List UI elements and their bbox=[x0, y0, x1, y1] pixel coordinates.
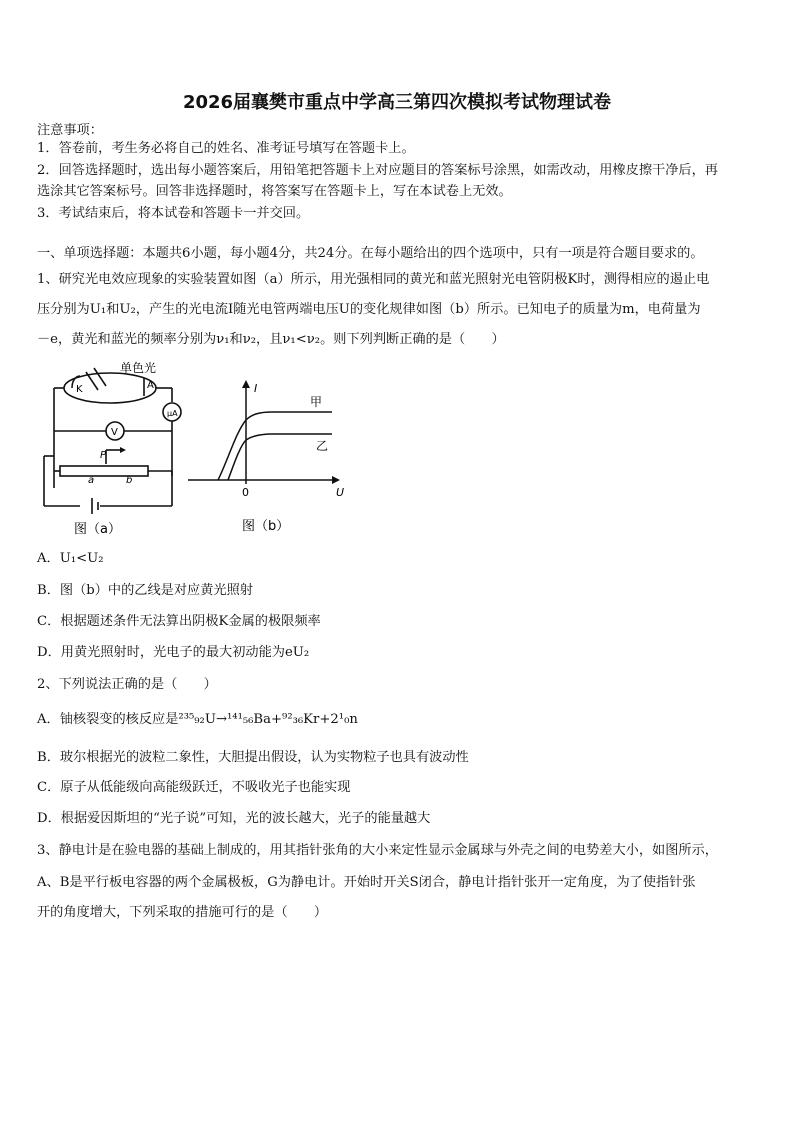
notes-heading: 注意事项： bbox=[37, 123, 103, 138]
q1-option-b: B．图（b）中的乙线是对应黄光照射 bbox=[37, 583, 253, 598]
figure-a-circuit bbox=[40, 358, 190, 538]
page-title: 2026届襄樊市重点中学高三第四次模拟考试物理试卷 bbox=[182, 92, 612, 113]
fig-a-pb-label: b bbox=[126, 475, 133, 486]
q2-stem: 2、下列说法正确的是（ ） bbox=[37, 677, 217, 692]
q2-option-d: D．根据爱因斯坦的“光子说”可知，光的波长越大，光子的能量越大 bbox=[37, 811, 431, 826]
voltmeter-symbol: V bbox=[111, 427, 118, 438]
notes-item-3: 3．考试结束后，将本试卷和答题卡一并交回。 bbox=[37, 206, 310, 221]
fig-a-k-label: K bbox=[76, 384, 83, 395]
q2-option-c: C．原子从低能级向高能级跃迁，不吸收光子也能实现 bbox=[37, 780, 351, 795]
q1-option-a: A．U₁<U₂ bbox=[37, 551, 104, 566]
curve-jia bbox=[218, 412, 332, 480]
q2-option-a-equation: ²³⁵₉₂U→¹⁴¹₅₆Ba+⁹²₃₆Kr+2¹₀n bbox=[178, 712, 358, 727]
q2-option-a-text: A．铀核裂变的核反应是 bbox=[37, 712, 179, 727]
fig-a-caption: 图（a） bbox=[74, 522, 121, 537]
q2-option-b: B．玻尔根据光的波粒二象性，大胆提出假设，认为实物粒子也具有波动性 bbox=[37, 750, 469, 765]
figure-b-iu-graph bbox=[182, 380, 352, 538]
fig-b-caption: 图（b） bbox=[242, 519, 290, 534]
notes-item-1: 1．答卷前，考生务必将自己的姓名、准考证号填写在答题卡上。 bbox=[37, 141, 415, 156]
q3-stem-line1: 3、静电计是在验电器的基础上制成的，用其指针张角的大小来定性显示金属球与外壳之间的电势差大小，如图所示， bbox=[37, 843, 718, 858]
q1-option-c: C．根据题述条件无法算出阴极K金属的极限频率 bbox=[37, 614, 321, 629]
notes-item-2-cont: 选涂其它答案标号。回答非选择题时，将答案写在答题卡上，写在本试卷上无效。 bbox=[37, 184, 512, 199]
q1-stem-line2: 压分别为U₁和U₂，产生的光电流I随光电管两端电压U的变化规律如图（b）所示。已知电子的质量为m，电荷量为 bbox=[37, 302, 701, 317]
fig-b-i-label: I bbox=[254, 382, 258, 395]
q3-stem-line2: A、B是平行板电容器的两个金属极板，G为静电计。开始时开关S闭合，静电计指针张开一定角度，为了使指针张 bbox=[37, 875, 696, 890]
q1-stem-line1: 1、研究光电效应现象的实验装置如图（a）所示，用光强相同的黄光和蓝光照射光电管阴极K时，测得相应的遏止电 bbox=[37, 272, 710, 287]
notes-item-2: 2．回答选择题时，选出每小题答案后，用铅笔把答题卡上对应题目的答案标号涂黑，如需改动，用橡皮擦干净后，再 bbox=[37, 163, 718, 178]
fig-b-u-label: U bbox=[336, 486, 345, 499]
fig-b-yi-label: 乙 bbox=[316, 439, 329, 453]
q2-option-a bbox=[37, 710, 358, 730]
microammeter-symbol: μA bbox=[167, 409, 178, 418]
fig-a-p-label: P bbox=[100, 450, 107, 461]
fig-a-pa-label: a bbox=[88, 475, 95, 486]
q1-stem-line3: －e，黄光和蓝光的频率分别为ν₁和ν₂，且ν₁<ν₂。则下列判断正确的是（ ） bbox=[37, 332, 505, 347]
fig-a-a-label: A bbox=[147, 380, 154, 391]
fig-b-origin-label: 0 bbox=[242, 486, 249, 499]
q1-option-d: D．用黄光照射时，光电子的最大初动能为eU₂ bbox=[37, 645, 310, 660]
fig-b-jia-label: 甲 bbox=[310, 395, 323, 409]
section-heading: 一、单项选择题：本题共6小题，每小题4分，共24分。在每小题给出的四个选项中，只有一项是符合题目要求的。 bbox=[37, 246, 704, 261]
q3-stem-line3: 开的角度增大，下列采取的措施可行的是（ ） bbox=[37, 905, 328, 920]
fig-a-light-label: 单色光 bbox=[120, 361, 157, 375]
